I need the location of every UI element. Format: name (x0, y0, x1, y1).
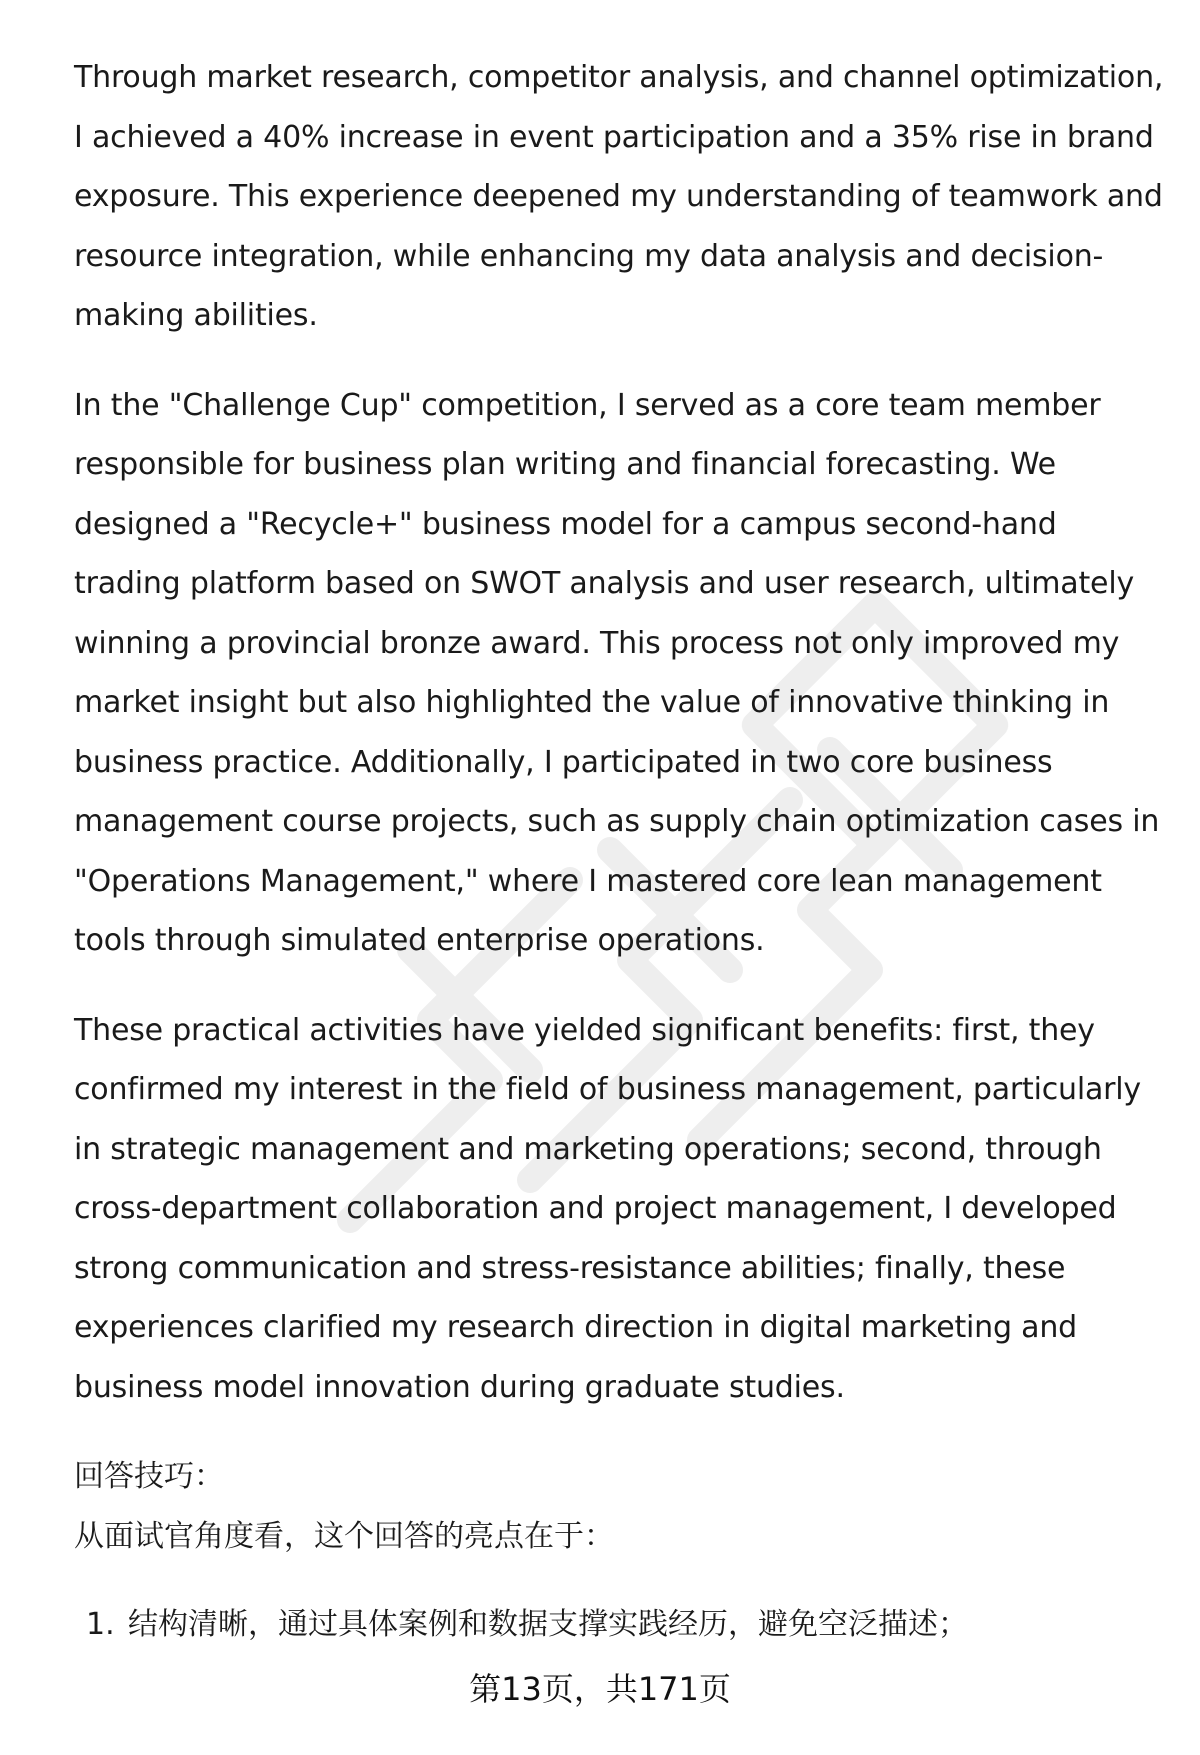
paragraph-1: Through market research, competitor analysis, and channel optimization, I achieved a 40% increase in event participation and a 35% rise in brand exposure. This experience deepened my understanding of teamwork and resource integration, while enhancing my data analysis and decision-making abilities. (74, 60, 1164, 333)
list-item-number: 1. (86, 1607, 115, 1642)
page-number: 第13页，共171页 (469, 1670, 731, 1708)
tips-heading: 回答技巧： (74, 1459, 224, 1494)
list-item-text: 结构清晰，通过具体案例和数据支撑实践经历，避免空泛描述； (128, 1607, 968, 1642)
answer-tips-section (74, 1447, 1164, 1655)
paragraph-3: These practical activities have yielded significant benefits: first, they confirmed my interest in the field of business management, particularly in strategic management and marketing operations; second, through cross-department collaboration and project management, I developed strong communication and stress-resistance abilities; finally, these experiences clarified my research direction in digital marketing and business model innovation during graduate studies. (74, 1012, 1141, 1405)
paragraph-2: In the "Challenge Cup" competition, I served as a core team member responsible for business plan writing and financial forecasting. We designed a "Recycle+" business model for a campus second-hand trading platform based on SWOT analysis and user research, ultimately winning a provincial bronze award. This process not only improved my market insight but also highlighted the value of innovative thinking in business practice. Additionally, I participated in two core business management course projects, such as supply chain optimization cases in "Operations Management," where I mastered core lean management tools through simulated enterprise operations. (74, 387, 1160, 958)
tips-intro: 从面试官角度看，这个回答的亮点在于： (74, 1519, 614, 1554)
document-body (74, 48, 1164, 1655)
list-item (74, 1595, 1164, 1655)
tips-list (74, 1595, 1164, 1655)
